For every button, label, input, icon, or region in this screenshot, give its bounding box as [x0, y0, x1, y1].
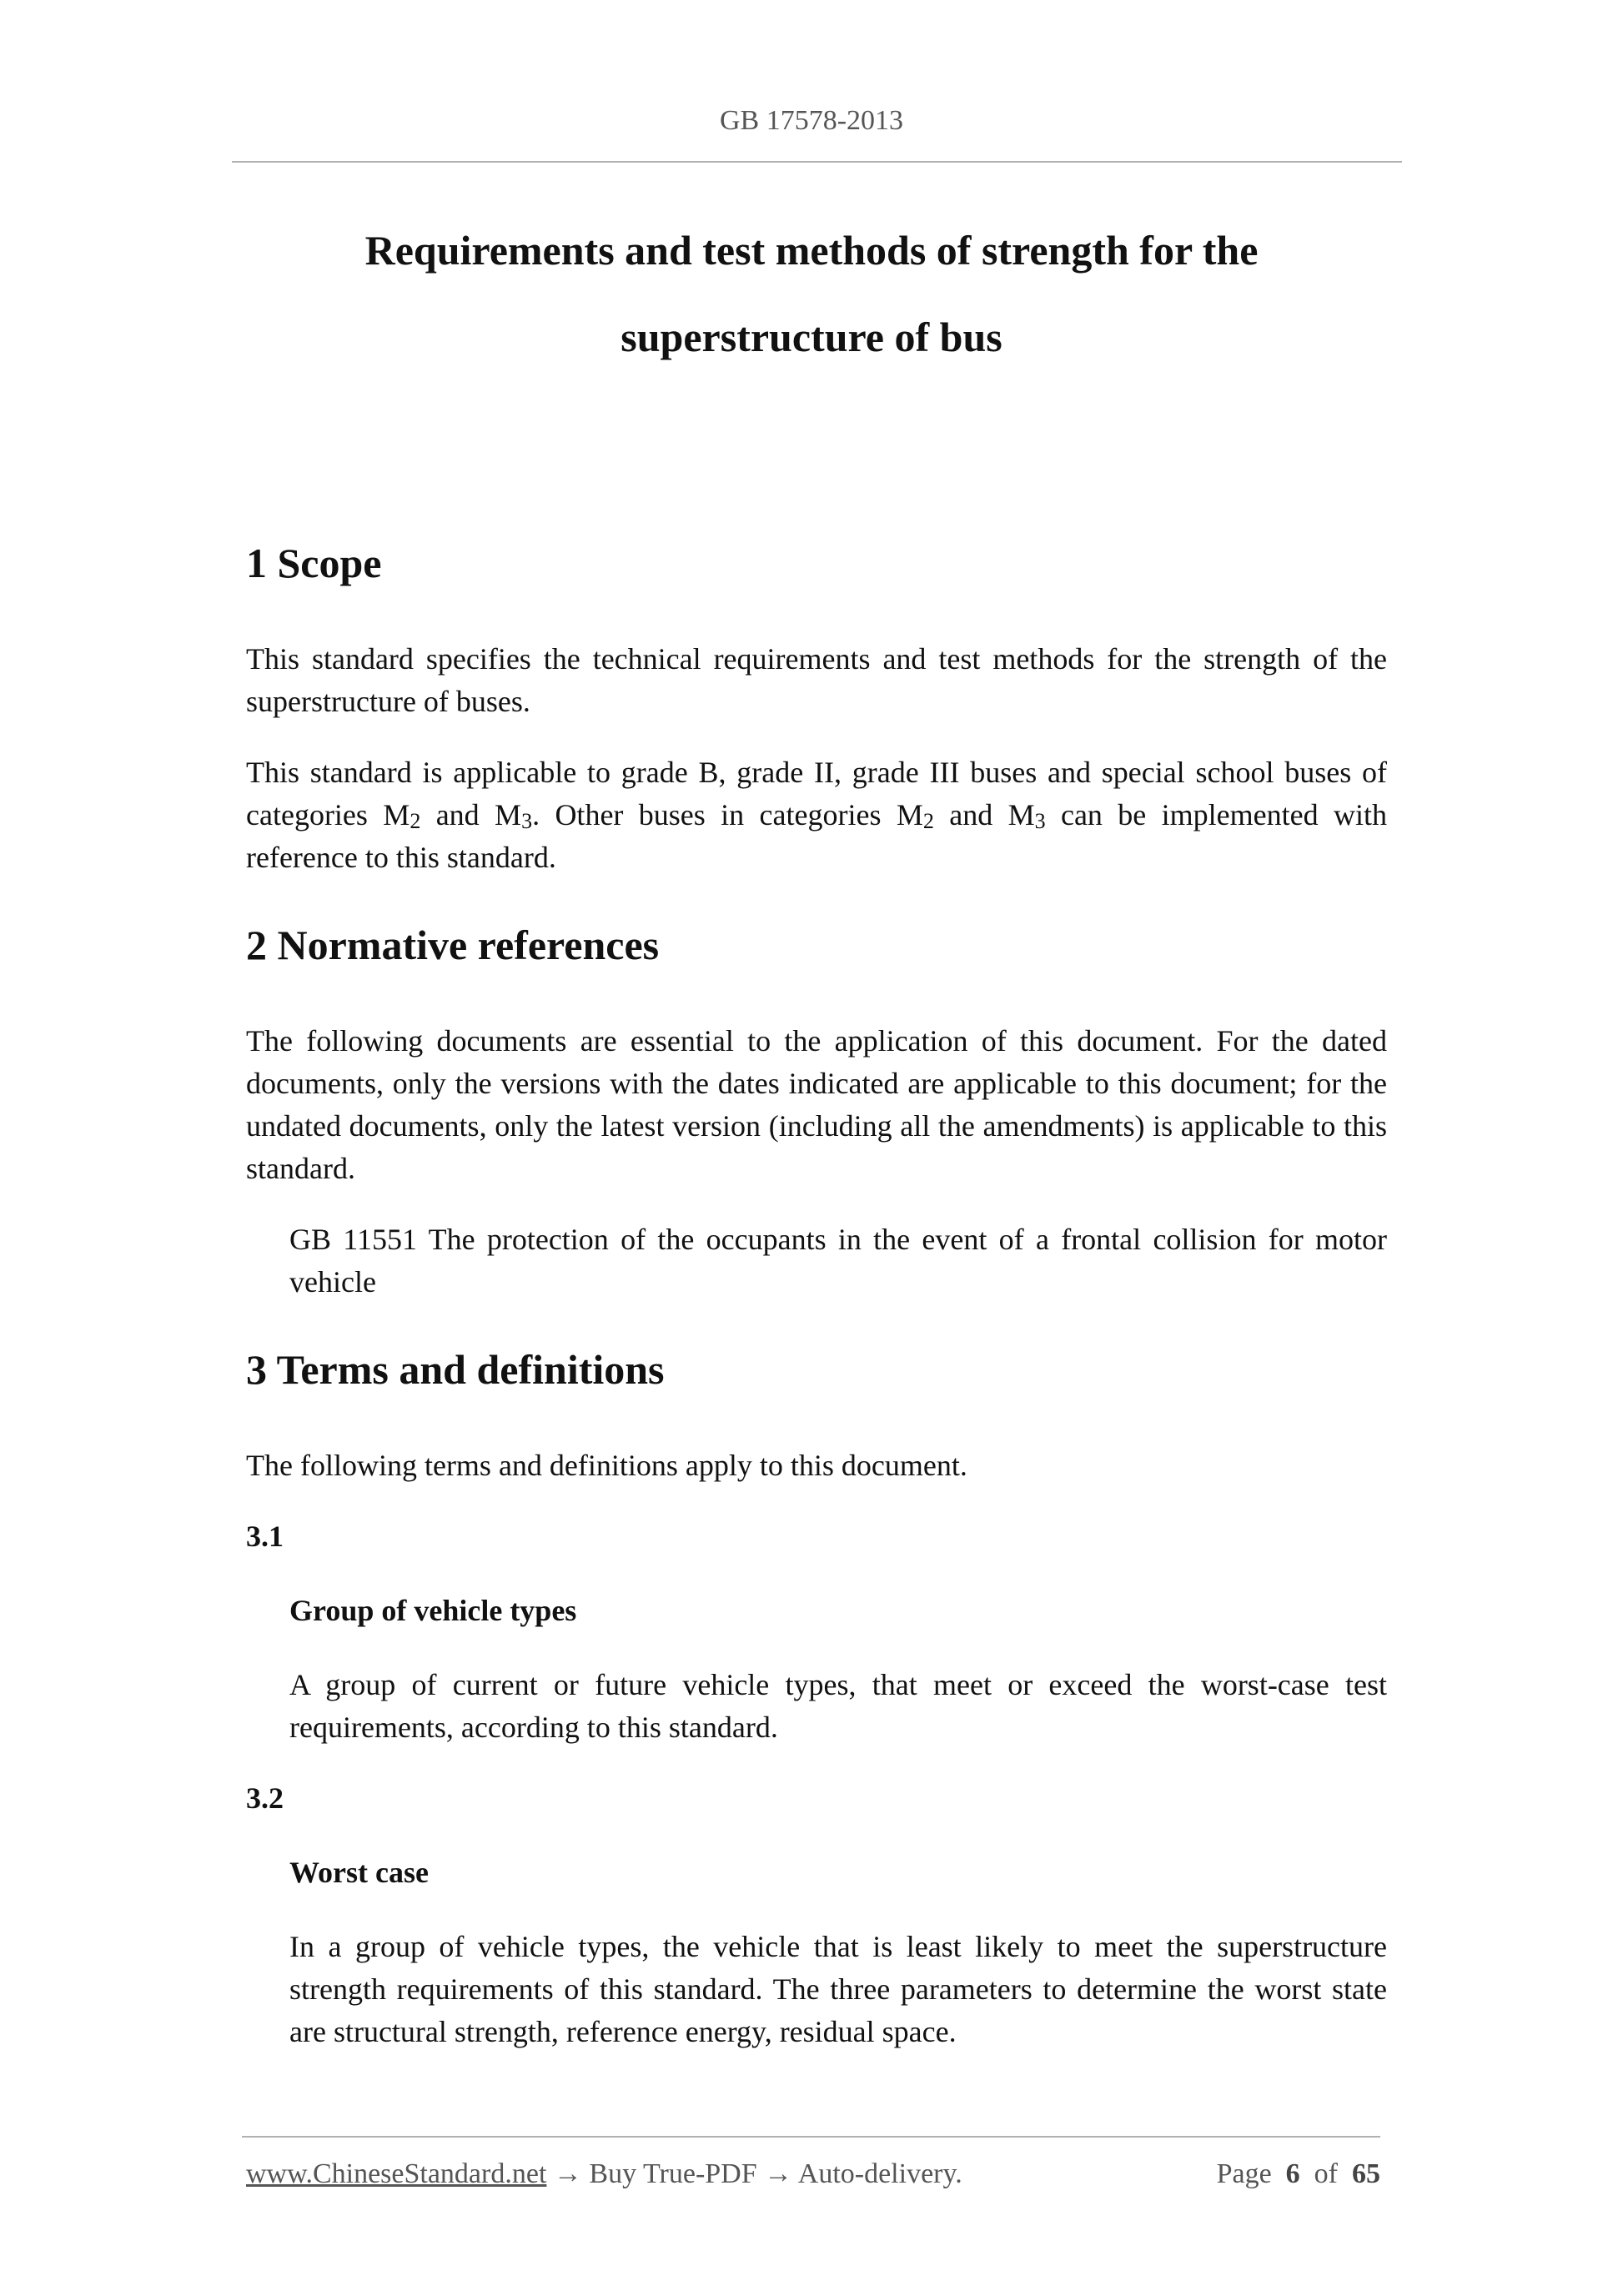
term-number: 3.2: [246, 1781, 284, 1815]
title-line-1: Requirements and test methods of strength for the: [364, 227, 1259, 274]
term-number: 3.1: [246, 1520, 284, 1553]
document-body: [246, 525, 1387, 2082]
document-title: [250, 207, 1373, 380]
arrow-right-icon: →: [764, 2158, 793, 2189]
website-link[interactable]: www.ChineseStandard.net: [246, 2158, 547, 2189]
normative-references-paragraph: The following documents are essential to the application of this document. For the dated documents, only the versions with the dates indicated are applicable to this document; for the undated documents, only the latest version (including all the amendments) is applicable to this standard.: [246, 1024, 1387, 1185]
reference-item: GB 11551 The protection of the occupants in the event of a frontal collision for motor vehicle: [289, 1223, 1387, 1299]
scope-paragraph-1: This standard specifies the technical requirements and test methods for the strength of the superstructure of buses.: [246, 642, 1387, 718]
title-line-2: superstructure of bus: [621, 314, 1002, 360]
section-heading-normative-references: 2 Normative references: [246, 922, 660, 968]
buy-pdf-text: Buy True-PDF: [589, 2158, 757, 2189]
scope-paragraph-2: This standard is applicable to grade B, grade II, grade III buses and special school buses of categories $M_2$ and $M_3$. Other buses in categories $M_2$ and $M_3$ can be implemented with reference to this standard.: [246, 756, 1387, 874]
auto-delivery-text: Auto-delivery.: [797, 2158, 962, 2189]
page-header: GB 17578-2013: [719, 105, 904, 136]
section-heading-terms: 3 Terms and definitions: [246, 1346, 665, 1393]
footer-links: [246, 2158, 962, 2190]
term-title: Group of vehicle types: [289, 1594, 577, 1627]
total-pages: 65: [1352, 2158, 1380, 2189]
current-page: 6: [1285, 2158, 1300, 2189]
term-title: Worst case: [289, 1856, 429, 1889]
header-divider: [232, 161, 1402, 163]
footer-divider: [242, 2136, 1380, 2138]
arrow-right-icon: →: [553, 2158, 582, 2189]
term-definition: In a group of vehicle types, the vehicle that is least likely to meet the superstructure strength requirements of this standard. The three parameters to determine the worst state are structural strength, reference energy, residual space.: [289, 1930, 1387, 2048]
page-counter: Page 6 of 65: [1216, 2158, 1380, 2189]
terms-intro: The following terms and definitions apply to this document.: [246, 1449, 967, 1482]
term-definition: A group of current or future vehicle types, that meet or exceed the worst-case test requirements, according to this standard.: [289, 1668, 1387, 1744]
section-heading-scope: 1 Scope: [246, 540, 382, 586]
